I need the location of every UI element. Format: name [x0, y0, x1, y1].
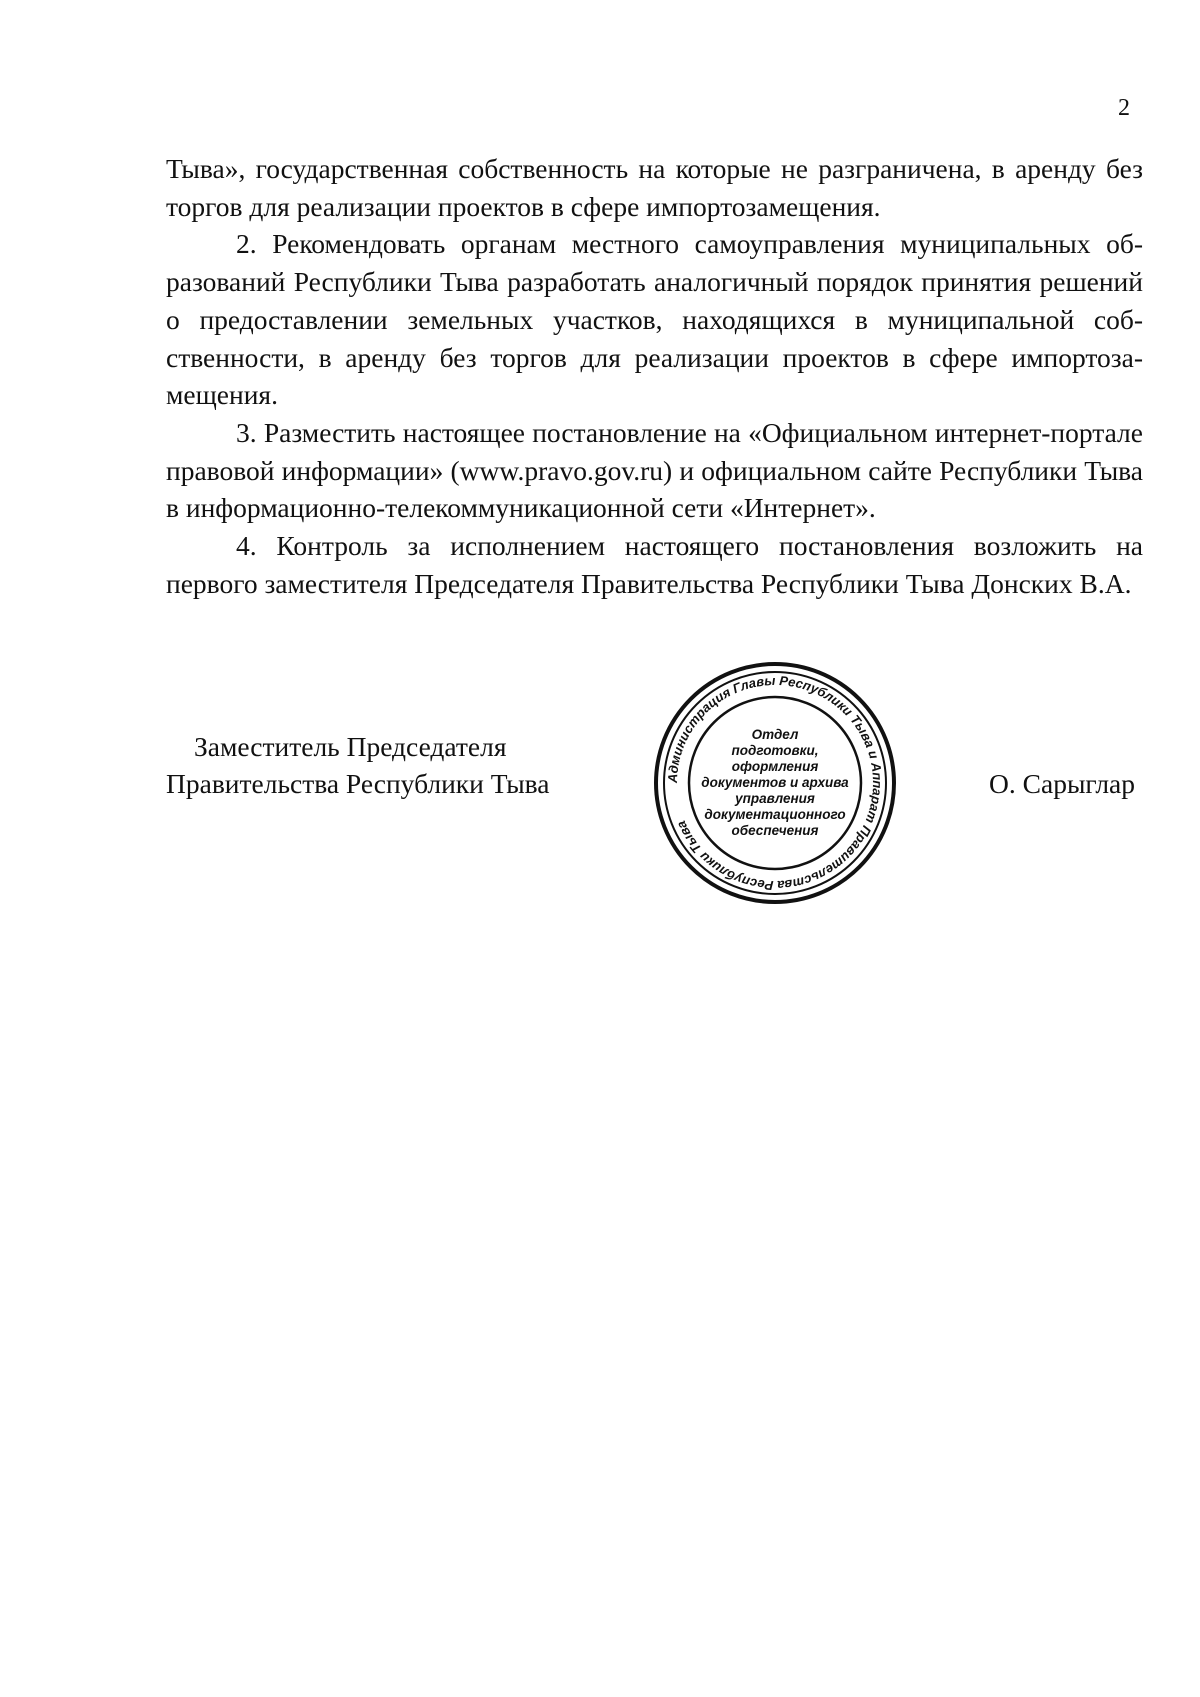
signer-position: [166, 728, 550, 802]
stamp-center-line: управления: [735, 791, 815, 806]
paragraph-item-3: 3. Разместить настоящее постановление на «Официальном интернет-портале правовой информации» (www.pravo.gov.ru) и официальном сайте Республики Тыва в информационно-телекоммуникационной сети «Интернет».: [166, 416, 1143, 524]
stamp-center-text: [701, 727, 849, 838]
signer-position-line2: Правительства Республики Тыва: [166, 768, 550, 799]
paragraph-continuation: Тыва», государственная собственность на которые не разграничена, в аренду без торгов для реализации проектов в сфере импортозамещения.: [166, 153, 1143, 222]
stamp-center-line: Отдел: [751, 727, 799, 742]
stamp-center-line: документов и архива: [701, 775, 849, 790]
stamp-ring-text: Администрация Главы Республики Тыва и Аппарат Правительства Республики Тыва: [664, 672, 886, 894]
official-stamp: [652, 660, 898, 906]
stamp-seal-graphic: [652, 660, 898, 906]
stamp-center-line: обеспечения: [731, 823, 819, 838]
stamp-center-line: оформления: [731, 759, 819, 774]
stamp-center-line: документационного: [704, 807, 846, 822]
stamp-center-line: подготовки,: [731, 743, 819, 758]
page-number: 2: [1118, 95, 1130, 121]
document-body: [166, 150, 1143, 602]
signer-name: О. Сарыглар: [989, 768, 1135, 799]
signer-position-line1: Заместитель Председателя: [194, 731, 507, 762]
paragraph-item-2: 2. Рекомендовать органам местного самоуправления муниципальных образований Республики Тыва разработать аналогичный порядок принятия решений о предоставлении земельных участков, находящихся в муниципальной собственности, в аренду без торгов для реализации проектов в сфере импортозамещения.: [166, 228, 1143, 411]
paragraph-item-4: 4. Контроль за исполнением настоящего постановления возложить на первого заместителя Председателя Правительства Республики Тыва Донских В.А.: [166, 530, 1143, 599]
